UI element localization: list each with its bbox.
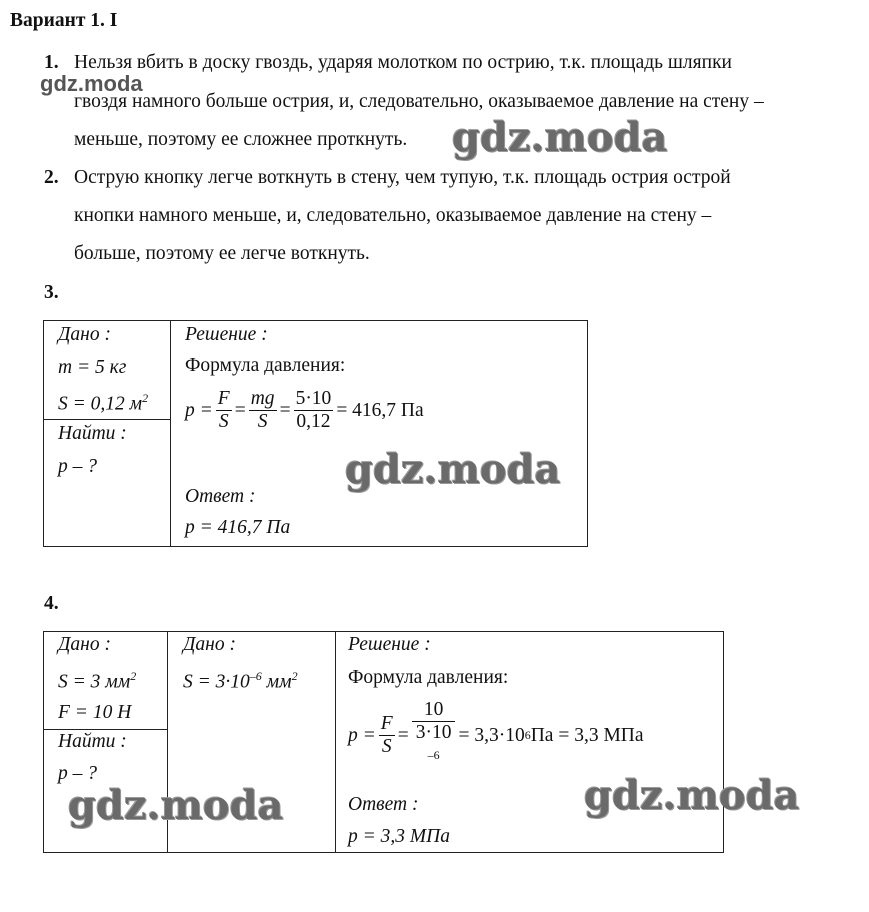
task-4-answer-label: Ответ : bbox=[348, 794, 419, 815]
task-4-number: 4. bbox=[44, 593, 59, 614]
task-4-find-label: Найти : bbox=[58, 731, 127, 752]
watermark-4: gdz.moda bbox=[584, 772, 800, 819]
task-3-given-label: Дано : bbox=[58, 324, 111, 345]
task-3-formula-label: Формула давления: bbox=[185, 355, 346, 376]
item-2-number: 2. bbox=[44, 167, 59, 188]
watermark-1: gdz.moda bbox=[452, 114, 668, 161]
task-3-given-area: S = 0,12 $м^2$ bbox=[58, 391, 149, 415]
item-1-line-1: Нельзя вбить в доску гвоздь, ударяя молотком по острию, т.к. площадь шляпки bbox=[74, 52, 732, 73]
task-4-solution-label: Решение : bbox=[348, 634, 431, 655]
task-4-given-label: Дано : bbox=[58, 634, 111, 655]
watermark-small: gdz.moda bbox=[40, 71, 143, 96]
task-4-answer: p = 3,3 МПа bbox=[348, 826, 450, 847]
task-3-equation: p = $\frac{F}{S}$ = $\frac{mg}{S}$ = $\frac{5\cdot 10}{0,12}$ = 416,7 Па bbox=[185, 388, 424, 432]
task-3-find-label: Найти : bbox=[58, 423, 127, 444]
task-3-solution-label: Решение : bbox=[185, 324, 268, 345]
watermark-3: gdz.moda bbox=[68, 782, 284, 829]
item-1-line-2: гвоздя намного больше острия, и, следовательно, оказываемое давление на стену – bbox=[74, 91, 764, 112]
item-1-line-3: меньше, поэтому ее сложнее проткнуть. bbox=[74, 129, 408, 150]
item-2-line-1: Острую кнопку легче воткнуть в стену, чем тупую, т.к. площадь острия острой bbox=[74, 167, 731, 188]
task-4-formula-label: Формула давления: bbox=[348, 667, 509, 688]
task-4-find-value: p – ? bbox=[58, 763, 97, 784]
task-3-find-value: p – ? bbox=[58, 456, 97, 477]
task-4-si-area: $S = 3\cdot 10^{-6}$ $мм^2$ bbox=[183, 669, 298, 693]
task-4-given-area: S = 3 $мм^2$ bbox=[58, 669, 137, 693]
page-title: Вариант 1. I bbox=[10, 10, 118, 31]
task-3-answer: p = 416,7 Па bbox=[185, 517, 291, 538]
item-2-line-2: кнопки намного меньше, и, следовательно, оказываемое давление на стену – bbox=[74, 205, 712, 226]
task-4-given-force: F = 10 Н bbox=[58, 702, 132, 723]
item-2-line-3: больше, поэтому ее легче воткнуть. bbox=[74, 243, 370, 264]
task-3-number: 3. bbox=[44, 282, 59, 303]
watermark-2: gdz.moda bbox=[345, 446, 561, 493]
task-3-answer-label: Ответ : bbox=[185, 486, 256, 507]
task-3-given-mass: m = 5 кг bbox=[58, 357, 127, 378]
item-1-number: 1. bbox=[44, 52, 59, 73]
task-4-si-label: Дано : bbox=[183, 634, 236, 655]
task-4-equation: p = $\frac{F}{S}$ = 10 3·10 $^{-6}$ = 3,3·10 6 Па = 3,3 МПа bbox=[348, 699, 644, 762]
